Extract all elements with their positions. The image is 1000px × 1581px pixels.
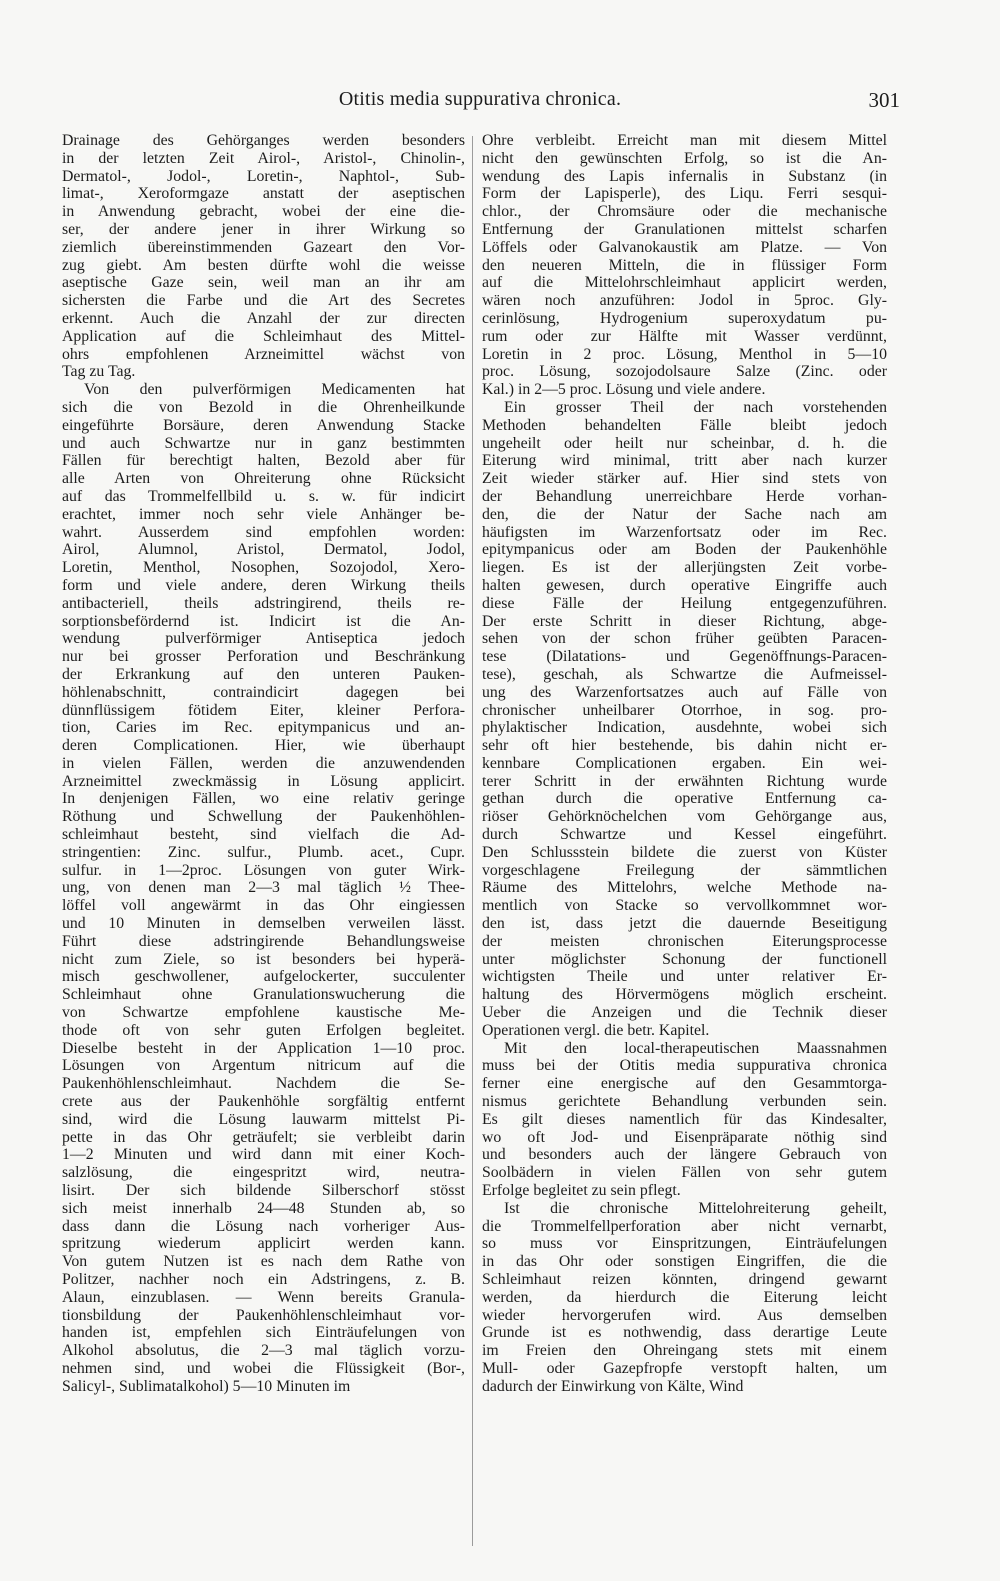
column-divider [472, 136, 473, 1546]
text-line: Kal.) in 2—5 proc. Lösung und viele andere. [482, 381, 766, 399]
text-line: Zeit wieder stärker auf. Hier sind stets von [482, 470, 887, 488]
text-line: Löffels oder Galvanokaustik am Platze. — Von [482, 238, 887, 256]
text-line: nehmen sind, und wobei die Flüssigkeit (Bor-, [62, 1359, 465, 1377]
text-line: Lösungen von Argentum nitricum auf die [62, 1057, 465, 1075]
text-line: in der letzten Zeit Airol-, Aristol-, Chinolin-, [62, 149, 465, 167]
text-line: wären noch anzuführen: Jodol in 5proc. Gly- [482, 292, 887, 310]
text-line: Alkohol absolutus, die 2—3 mal täglich vorzu- [62, 1342, 465, 1360]
text-line: dass dann die Lösung nach vorheriger Aus- [62, 1217, 465, 1235]
text-line: cerinlösung, Hydrogenium superoxydatum pu- [482, 309, 887, 327]
text-line: tionsbildung der Paukenhöhlenschleimhaut vor- [62, 1306, 465, 1324]
text-line: Von den pulverförmigen Medicamenten hat [84, 381, 465, 399]
text-line: misch geschwollener, aufgelockerter, succulenter [62, 968, 465, 986]
text-line: in das Ohr oder sonstigen Eingriffen, die die [482, 1253, 887, 1271]
text-line: terer Schritt in der erwähnten Richtung wurde [482, 772, 887, 790]
text-line: wo oft Jod- und Eisenpräparate nöthig sind [482, 1128, 887, 1146]
text-line: limat-, Xeroformgaze anstatt der aseptischen [62, 185, 465, 203]
text-line: Schleimhaut ohne Granulationswucherung die [62, 986, 465, 1004]
text-line: den neueren Mitteln, die in flüssiger Form [482, 256, 887, 274]
text-line: dadurch der Einwirkung von Kälte, Wind [482, 1377, 744, 1395]
text-line: thode oft von sehr guten Erfolgen begleitet. [62, 1021, 465, 1039]
text-line: den ist, dass jetzt die dauernde Beseitigung [482, 915, 887, 933]
text-line: lisirt. Der sich bildende Silberschorf stösst [62, 1182, 465, 1200]
text-line: der Behandlung unerreichbare Herde vorhan- [482, 487, 887, 505]
text-line: unter möglichster Schonung der functionell [482, 950, 887, 968]
text-line: haltung des Hörvermögens möglich erscheint. [482, 986, 887, 1004]
text-line: Ueber die Anzeigen und die Technik dieser [482, 1004, 887, 1022]
text-line: Mull- oder Gazepfropfe verstopft halten, um [482, 1359, 887, 1377]
text-line: Politzer, nachher noch ein Adstringens, z. B. [62, 1271, 465, 1288]
text-line: dünnflüssigem fötidem Eiter, kleiner Perfora- [62, 701, 465, 719]
text-line: liegen. Es ist der allerjüngsten Zeit vorbe- [482, 559, 887, 577]
text-line: nur bei grosser Perforation und Beschränkung [62, 648, 465, 666]
text-line: erkennt. Auch die Anzahl der zur directen [62, 309, 465, 327]
text-line: deren Complicationen. Hier, wie überhaupt [62, 737, 465, 755]
text-line: alle Arten von Ohreiterung ohne Rücksicht [62, 470, 465, 488]
running-title: Otitis media suppurativa chronica. [338, 88, 622, 110]
text-line: schleimhaut besteht, sind vielfach die Ad- [62, 826, 465, 844]
text-line: Operationen vergl. die betr. Kapitel. [482, 1021, 710, 1039]
text-line: gethan durch die operative Entfernung ca- [482, 790, 887, 808]
text-line: 1—2 Minuten und wird dann mit einer Koch- [62, 1146, 465, 1164]
text-line: halten gewesen, durch operative Eingriffe auch [482, 576, 887, 594]
text-line: sich die von Bezold in die Ohrenheilkunde [62, 398, 465, 416]
text-line: wendung des Lapis infernalis in Substanz (in [482, 167, 887, 185]
text-line: ung, von denen man 2—3 mal täglich ½ Thee- [62, 879, 465, 897]
text-line: Mit den local-therapeutischen Maassnahmen [504, 1039, 887, 1057]
text-line: wahrt. Ausserdem sind empfohlen worden: [62, 523, 465, 541]
text-line: proc. Lösung, sozojodolsaure Salze (Zinc. oder [482, 363, 887, 381]
text-line: wendung pulverförmiger Antiseptica jedoch [62, 630, 465, 648]
text-line: vorgeschlagene Freilegung der sämmtlichen [482, 861, 887, 879]
text-line: der meisten chronischen Eiterungsprocesse [482, 932, 887, 950]
text-line: Salicyl-, Sublimatalkohol) 5—10 Minuten im [62, 1377, 351, 1395]
text-line: Den Schlussstein bildete die zuerst von Küster [482, 843, 887, 861]
text-line: Schleimhaut reizen könnten, dringend gewarnt [482, 1271, 887, 1288]
text-line: riöser Gehörknöchelchen vom Gehörgange aus, [482, 808, 887, 826]
text-line: Drainage des Gehörganges werden besonders [62, 132, 465, 149]
text-line: Der erste Schritt in dieser Richtung, abge- [482, 612, 887, 630]
running-head [60, 88, 900, 118]
text-line: der Erkrankung auf den unteren Pauken- [62, 665, 465, 683]
text-line: sich meist innerhalb 24—48 Stunden ab, so [62, 1199, 465, 1217]
text-line: Soolbädern in vielen Fällen von sehr gutem [482, 1164, 887, 1182]
text-line: eingeführte Borsäure, deren Anwendung Stacke [62, 416, 465, 434]
text-line: erachtet, immer noch sehr viele Anhänger be- [62, 505, 465, 523]
text-line: chlor., der Chromsäure oder die mechanische [482, 203, 887, 221]
text-line: und besonders auch der längere Gebrauch von [482, 1146, 887, 1164]
left-text-column [62, 132, 465, 1552]
text-line: die Trommelfellperforation aber nicht vernarbt, [482, 1217, 887, 1235]
text-line: sind, wird die Lösung lauwarm mittelst Pi- [62, 1110, 465, 1128]
text-line: aseptische Gaze sein, weil man an ihr am [62, 274, 465, 292]
text-line: pette in das Ohr geträufelt; sie verbleibt darin [62, 1128, 465, 1146]
text-line: den, die der Natur der Sache nach am [482, 505, 887, 523]
text-line: auf die Mittelohrschleimhaut applicirt werden, [482, 274, 887, 292]
text-line: ohrs empfohlenen Arzneimittel wächst von [62, 345, 465, 363]
text-line: Form der Lapisperle), des Liqu. Ferri sesqui- [482, 185, 887, 203]
text-line: form und viele andere, deren Wirkung theils [62, 576, 465, 594]
text-line: Loretin, Menthol, Nosophen, Sozojodol, Xero- [62, 559, 465, 577]
text-line: Entfernung der Granulationen mittelst scharfen [482, 220, 887, 238]
text-line: sehr oft hier bestehende, bis dahin nicht er- [482, 737, 887, 755]
text-line: in vielen Fällen, werden die anzuwendenden [62, 754, 465, 772]
text-line: ferner eine energische auf den Gesammtorga- [482, 1075, 887, 1093]
text-line: Alaun, einzublasen. — Wenn bereits Granula- [62, 1288, 465, 1306]
text-line: nismus gerichtete Behandlung verbunden sein. [482, 1093, 887, 1111]
text-line: kennbare Complicationen ergaben. Ein wei- [482, 754, 887, 772]
text-line: Fällen für berechtigt halten, Bezold aber für [62, 452, 465, 470]
text-line: spritzung wiederum applicirt werden kann. [62, 1235, 465, 1253]
text-line: sehen von der schon früher geübten Paracen- [482, 630, 887, 648]
text-line: Führt diese adstringirende Behandlungsweise [62, 932, 465, 950]
text-line: löffel voll angewärmt in das Ohr eingiessen [62, 897, 465, 915]
text-line: Airol, Alumnol, Aristol, Dermatol, Jodol, [62, 541, 465, 559]
text-line: so muss vor Einspritzungen, Einträufelungen [482, 1235, 887, 1253]
text-line: antibacteriell, theils adstringirend, theils re- [62, 594, 465, 612]
text-line: und 10 Minuten in demselben verweilen lässt. [62, 915, 465, 933]
text-line: tese (Dilatations- und Gegenöffnungs-Paracen- [482, 648, 887, 666]
text-line: in Anwendung gebracht, wobei der eine die- [62, 203, 465, 221]
text-line: salzlösung, die eingespritzt wird, neutra- [62, 1164, 465, 1182]
text-line: Ist die chronische Mittelohreiterung geheilt, [504, 1199, 887, 1217]
page-number: 301 [868, 88, 900, 112]
text-line: Loretin in 2 proc. Lösung, Menthol in 5—10 [482, 345, 887, 363]
text-line: chronischer unheilbarer Otorrhoe, in sog. pro- [482, 701, 887, 719]
text-line: Grunde ist es nothwendig, dass derartige Leute [482, 1324, 887, 1342]
text-line: Es gilt dieses namentlich für das Kindesalter, [482, 1110, 887, 1128]
text-line: tese), geschah, als Schwartze die Aufmeissel- [482, 665, 887, 683]
text-line: Dieselbe besteht in der Application 1—10 proc. [62, 1039, 465, 1057]
text-line: Methoden behandelten Fälle bleibt jedoch [482, 416, 887, 434]
text-line: Paukenhöhlenschleimhaut. Nachdem die Se- [62, 1075, 465, 1093]
text-line: ziemlich übereinstimmenden Gazeart den Vor- [62, 238, 465, 256]
text-line: auf das Trommelfellbild u. s. w. für indicirt [62, 487, 465, 505]
right-text-column [482, 132, 887, 1552]
text-line: ser, der andere jener in ihrer Wirkung so [62, 220, 465, 238]
text-line: im Freien den Ohreingang stets mit einem [482, 1342, 887, 1360]
text-line: crete aus der Paukenhöhle sorgfältig entfernt [62, 1093, 465, 1111]
text-line: sichersten die Farbe und die Art des Secretes [62, 292, 465, 310]
text-line: Erfolge begleitet zu sein pflegt. [482, 1182, 681, 1200]
text-line: durch Schwartze und Kessel eingeführt. [482, 826, 887, 844]
text-line: muss bei der Otitis media suppurativa chronica [482, 1057, 887, 1075]
text-line: werden, da hierdurch die Eiterung leicht [482, 1288, 887, 1306]
text-line: nicht zum Ziele, so ist besonders bei hyperä- [62, 950, 465, 968]
text-line: häufigsten im Warzenfortsatz oder im Rec. [482, 523, 887, 541]
text-line: ungeheilt oder heilt nur scheinbar, d. h. die [482, 434, 887, 452]
text-line: Dermatol-, Jodol-, Loretin-, Naphtol-, Sub- [62, 167, 465, 185]
text-line: mentlich von Stacke so vervollkommnet wor- [482, 897, 887, 915]
text-line: Application auf die Schleimhaut des Mittel- [62, 327, 465, 345]
text-line: Tag zu Tag. [62, 363, 136, 381]
text-line: tion, Caries im Rec. epitympanicus und an- [62, 719, 465, 737]
text-line: Ein grosser Theil der nach vorstehenden [504, 398, 887, 416]
text-line: höhlenabschnitt, contraindicirt dagegen bei [62, 683, 465, 701]
text-line: sorptionsbefördernd ist. Indicirt ist die An- [62, 612, 465, 630]
text-line: diese Fälle der Heilung entgegenzuführen. [482, 594, 887, 612]
text-line: sulfur. in 1—2proc. Lösungen von guter Wirk- [62, 861, 465, 879]
text-line: wichtigsten Theile und unter relativer Er- [482, 968, 887, 986]
text-line: Eiterung wird minimal, tritt aber nach kurzer [482, 452, 887, 470]
text-line: nicht den gewünschten Erfolg, so ist die An- [482, 149, 887, 167]
text-line: stringentien: Zinc. sulfur., Plumb. acet., Cupr. [62, 843, 465, 861]
text-line: zug giebt. Am besten dürfte wohl die weisse [62, 256, 465, 274]
text-line: rum oder zur Hälfte mit Wasser verdünnt, [482, 327, 887, 345]
text-line: Von gutem Nutzen ist es nach dem Rathe von [62, 1253, 465, 1271]
text-line: epitympanicus oder am Boden der Paukenhöhle [482, 541, 887, 559]
text-line: ung des Warzenfortsatzes auch auf Fälle von [482, 683, 887, 701]
text-line: wieder hervorgerufen wird. Aus demselben [482, 1306, 887, 1324]
text-line: Röthung und Schwellung der Paukenhöhlen- [62, 808, 465, 826]
text-line: Arzneimittel zweckmässig in Lösung applicirt. [62, 772, 465, 790]
text-line: Ohre verbleibt. Erreicht man mit diesem Mittel [482, 132, 887, 149]
text-line: handen ist, empfehlen sich Einträufelungen von [62, 1324, 465, 1342]
text-line: In denjenigen Fällen, wo eine relativ geringe [62, 790, 465, 808]
text-line: von Schwartze empfohlene kaustische Me- [62, 1004, 465, 1022]
text-line: phylaktischer Indication, ausdehnte, wobei sich [482, 719, 887, 737]
text-line: und auch Schwartze nur in ganz bestimmten [62, 434, 465, 452]
text-line: Räume des Mittelohrs, welche Methode na- [482, 879, 887, 897]
